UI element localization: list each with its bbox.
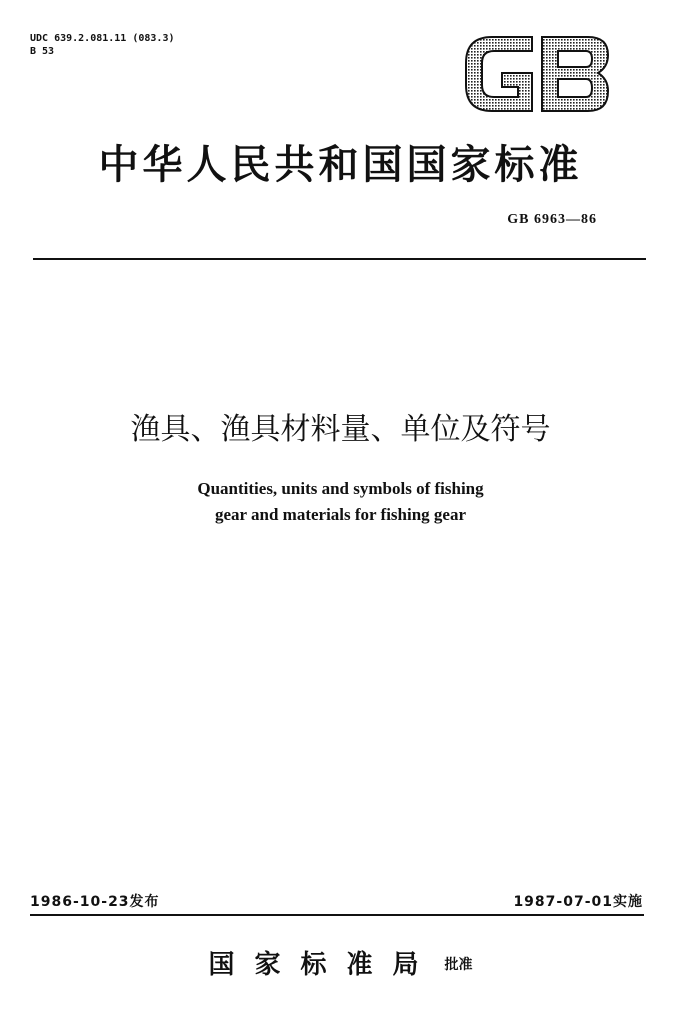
udc-block: [30, 32, 175, 58]
gb-logo: [462, 33, 612, 115]
udc-code: UDC 639.2.081.11 (083.3): [30, 33, 175, 44]
title-english-line-2: gear and materials for fishing gear: [214, 505, 467, 524]
implement-date: 1987-07-01实施: [513, 894, 643, 910]
approve-label: 批准: [444, 957, 473, 973]
title-english-line-1: Quantities, units and symbols of fishing: [197, 479, 484, 498]
footer: [0, 944, 681, 981]
bottom-divider: [30, 914, 644, 916]
title-chinese: 渔具、渔具材料量、单位及符号: [130, 412, 551, 447]
main-title: 中华人民共和国国家标准: [98, 142, 583, 188]
standard-number: GB 6963—86: [507, 212, 597, 227]
title-english: [0, 476, 681, 528]
top-divider: [33, 258, 646, 260]
classification-code: B 53: [30, 46, 55, 57]
issuer: 国家标准局: [208, 950, 439, 980]
issue-date: 1986-10-23发布: [30, 894, 160, 910]
